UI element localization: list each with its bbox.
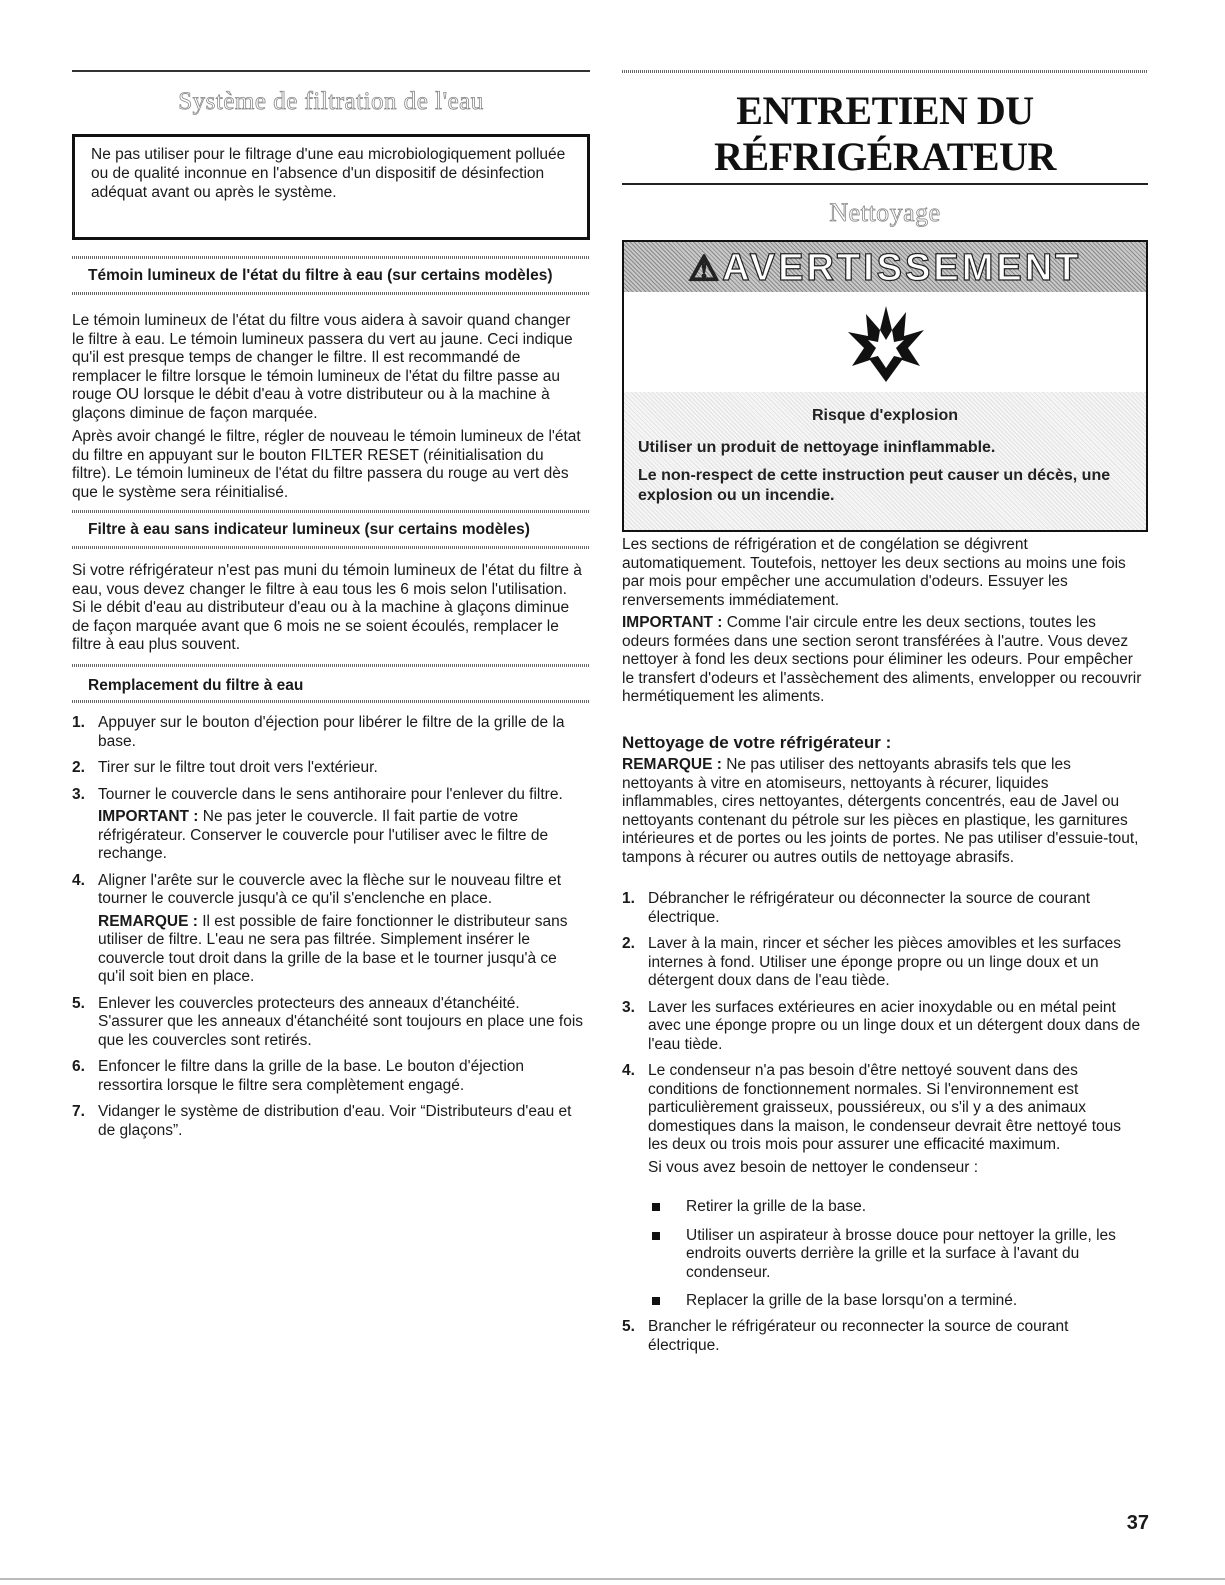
warning-title: ⚠AVERTISSEMENT	[688, 247, 1082, 289]
bullet-icon	[652, 1232, 660, 1240]
left-section-title: Système de filtration de l'eau	[178, 88, 484, 115]
list-item: Utiliser un aspirateur à brosse douce pour nettoyer la grille, les endroits ouverts derrière la grille et la surface à l'avant du condenseur.	[648, 1227, 1142, 1283]
list-item: 5. Enlever les couvercles protecteurs des anneaux d'étanchéité. S'assurer que les anneaux d'étanchéité sont toujours en place une fois que les couvercles sont retirés.	[72, 994, 584, 1049]
paragraph: Après avoir changé le filtre, régler de nouveau le témoin lumineux de l'état du filtre en appuyant sur le bouton FILTER RESET (réinitialisation du filtre). Le témoin lumineux de l'état du filtre passera du rouge au vert dès que le système sera réinitialisé.	[72, 428, 581, 501]
title-rule	[622, 183, 1148, 185]
divider	[72, 256, 590, 259]
page-title: ENTRETIEN DU RÉFRIGÉRATEUR	[714, 88, 1056, 179]
warning-triangle-icon: ⚠	[688, 250, 723, 288]
subheading-filter-replacement: Remplacement du filtre à eau	[88, 677, 304, 694]
cleaning-step-5	[622, 1318, 1142, 1363]
bottom-rule	[0, 1578, 1225, 1580]
filter-notice-text: Ne pas utiliser pour le filtrage d'une eau microbiologiquement polluée ou de qualité inconnue en l'absence d'un dispositif de désinfection adéquat avant ou après le système.	[91, 146, 566, 201]
explosion-icon	[846, 302, 926, 384]
divider	[72, 292, 590, 295]
subheading-cleaning: Nettoyage de votre réfrigérateur :	[622, 733, 892, 752]
paragraph: Les sections de réfrigération et de congélation se dégivrent automatiquement. Toutefois, nettoyer les deux sections au moins une fois par mois pour empêcher une accumulation d'odeurs. Essuyer les renversements immédiatement.	[622, 536, 1126, 609]
list-item: Replacer la grille de la base lorsqu'on a terminé.	[648, 1292, 1142, 1311]
page-number: 37	[1126, 1512, 1149, 1534]
list-item: 3. Tourner le couvercle dans le sens antihoraire pour l'enlever du filtre. IMPORTANT : Ne pas jeter le couvercle. Il fait partie de votre réfrigérateur. Conserver le couvercle pour l'utiliser avec le filtre de rechange.	[72, 785, 563, 862]
paragraph: Si votre réfrigérateur n'est pas muni du témoin lumineux de l'état du filtre à eau, vous devez changer le filtre à eau tous les 6 mois selon l'utilisation. Si le débit d'eau au distributeur d'eau ou à la machine à glaçons diminue de façon marquée avant que 6 mois ne se soient écoulés, remplacer le filtre à eau plus souvent.	[72, 562, 582, 653]
warning-line-2: Le non-respect de cette instruction peut causer un décès, une explosion ou un incendie.	[638, 467, 1111, 504]
paragraph: IMPORTANT : Comme l'air circule entre les deux sections, toutes les odeurs formées dans une section seront transférées à l'autre. Vous devez nettoyer à fond les deux sections pour éliminer les odeurs. Pour empêcher le transfert d'odeurs et l'assèchement des aliments, envelopper ou recouvrir hermétiquement les aliments.	[622, 614, 1142, 705]
list-item: 1. Débrancher le réfrigérateur ou déconnecter la source de courant électrique.	[622, 890, 1091, 926]
divider	[72, 546, 590, 549]
cleaning-steps	[622, 890, 1142, 1185]
hazard-label: Risque d'explosion	[811, 407, 959, 424]
condenser-bullets	[648, 1198, 1142, 1321]
list-item: Retirer la grille de la base.	[648, 1198, 1142, 1217]
filter-replacement-steps	[72, 714, 586, 1148]
warning-box	[622, 240, 1148, 532]
divider	[72, 510, 590, 513]
bullet-icon	[652, 1297, 660, 1305]
top-rule-right	[622, 70, 1148, 73]
list-item: 4. Aligner l'arête sur le couvercle avec la flèche sur le nouveau filtre et tourner le couvercle jusqu'à ce qu'il s'enclenche en place. REMARQUE : Il est possible de faire fonctionner le distributeur sans utiliser de filtre. L'eau ne sera pas filtrée. Simplement insérer le couvercle tout droit dans la grille de la base et le tourner jusqu'à ce qu'il soit bien en place.	[72, 871, 568, 985]
list-item: 2. Laver à la main, rincer et sécher les pièces amovibles et les surfaces internes à fond. Utiliser une éponge propre ou un linge doux et un détergent doux dans de l'eau tiède.	[622, 935, 1121, 989]
list-item: 4. Le condenseur n'a pas besoin d'être nettoyé souvent dans des conditions de fonctionnement normales. Si l'environnement est particulièrement graisseux, poussiéreux, ou s'il y a des animaux domestiques dans la maison, le condenseur devrait être nettoyé tous les deux ou trois mois pour assurer une efficacité maximum. Si vous avez besoin de nettoyer le condenseur :	[622, 1062, 1122, 1176]
bullet-icon	[652, 1203, 660, 1211]
divider	[72, 664, 590, 667]
list-item: 2. Tirer sur le filtre tout droit vers l'extérieur.	[72, 759, 378, 776]
warning-line-1: Utiliser un produit de nettoyage ininflammable.	[638, 439, 996, 456]
list-item: 1. Appuyer sur le bouton d'éjection pour libérer le filtre de la grille de la base.	[72, 714, 565, 750]
subheading-filter-status-light: Témoin lumineux de l'état du filtre à eau (sur certains modèles)	[88, 267, 553, 284]
list-item: 5. Brancher le réfrigérateur ou reconnecter la source de courant électrique.	[622, 1318, 1069, 1354]
right-section-title: Nettoyage	[829, 198, 941, 227]
list-item: 6. Enfoncer le filtre dans la grille de la base. Le bouton d'éjection ressortira lorsque le filtre sera complètement engagé.	[72, 1058, 525, 1094]
paragraph: REMARQUE : Ne pas utiliser des nettoyants abrasifs tels que les nettoyants à vitre en atomiseurs, nettoyants à récurer, liquides inflammables, cires nettoyantes, détergents concentrés, eau de Javel ou nettoyants contenant du pétrole sur les pièces en plastique, les garnitures intérieures et de portes ou les joints de portes. Ne pas utiliser d'essuie-tout, tampons à récurer ou autres outils de nettoyage abrasifs.	[622, 756, 1139, 866]
divider	[72, 700, 590, 703]
subheading-filter-no-light: Filtre à eau sans indicateur lumineux (sur certains modèles)	[88, 521, 530, 538]
filter-notice-box	[72, 134, 590, 240]
paragraph: Le témoin lumineux de l'état du filtre vous aidera à savoir quand changer le filtre à eau. Le témoin lumineux passera du vert au jaune. Ceci indique qu'il est presque temps de changer le filtre. Il est recommandé de remplacer le filtre lorsque le témoin lumineux de l'état du filtre passe au rouge OU lorsque le débit d'eau à votre distributeur ou à la machine à glaçons diminue de façon marquée.	[72, 312, 573, 422]
top-rule-left	[72, 70, 590, 72]
list-item: 3. Laver les surfaces extérieures en acier inoxydable ou en métal peint avec une éponge propre ou un linge doux et un détergent doux dans de l'eau tiède.	[622, 998, 1141, 1053]
list-item: 7. Vidanger le système de distribution d'eau. Voir “Distributeurs d'eau et de glaçons”.	[72, 1103, 572, 1139]
